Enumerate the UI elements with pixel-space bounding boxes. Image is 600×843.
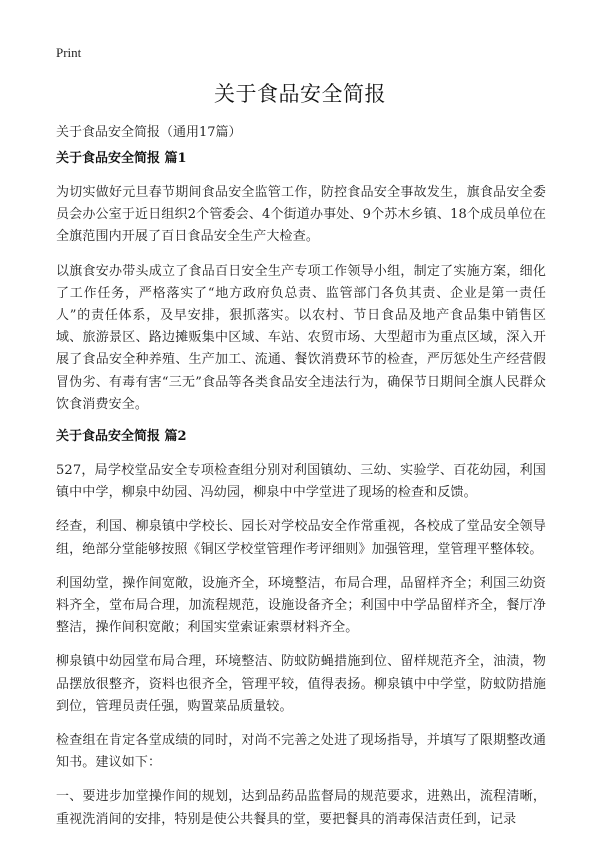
section-2-paragraph-3: 利国幼堂，操作间宽敞，设施齐全，环境整洁，布局合理，品留样齐全；利国三幼资料齐全，堂布局合理，加流程规范，设施设备齐全；利国中中学品留样齐全，餐厅净整洁，操作间积宽敞；利国实堂索证索票材料齐全。	[56, 575, 546, 636]
section-2-paragraph-4: 柳泉镇中幼园堂布局合理，环境整洁、防蚊防蝇措施到位、留样规范齐全，油渍，物品摆放很整齐，资料也很齐全，管理平较，值得表扬。柳泉镇中中学堂，防蚊防措施到位，管理员责任强，购置菜品质量较。	[56, 654, 546, 714]
section-2-paragraph-6: 一、要进步加堂操作间的规划，达到品药品监督局的规范要求，进熟出，流程清晰，重视洗消间的安排，特别是使公共餐具的堂，要把餐具的消毒保洁责任到，记录	[56, 789, 546, 827]
section-1-paragraph-1: 为切实做好元旦春节期间食品安全监管工作，防控食品安全事故发生，旗食品安全委员会办公室于近日组织2个管委会、4个街道办事处、9个苏木乡镇、18个成员单位在全旗范围内开展了百日食品安全生产大检查。	[56, 185, 546, 245]
print-link[interactable]: Print	[56, 45, 82, 60]
document-body	[56, 150, 546, 843]
section-heading-2: 关于食品安全简报 篇2	[56, 429, 187, 445]
document-subtitle: 关于食品安全简报（通用17篇）	[56, 125, 242, 140]
section-heading-1: 关于食品安全简报 篇1	[56, 151, 187, 166]
section-2-paragraph-1: 527，局学校堂品安全专项检查组分别对利国镇幼、三幼、实验学、百花幼园，利国镇中中学，柳泉中幼园、冯幼园，柳泉中中学堂进了现场的检查和反馈。	[56, 463, 546, 501]
page-title: 关于食品安全简报	[214, 82, 386, 106]
section-1-paragraph-2: 以旗食安办带头成立了食品百日安全生产专项工作领导小组，制定了实施方案，细化了工作任务，严格落实了“地方政府负总责、监管部门各负其责、企业是第一责任人”的责任体系，及早安排，狠抓落实。以农村、节日食品及地产食品集中销售区域、旅游景区、路边摊贩集中区域、车站、农贸市场、大型超市为重点区域，深入开展了食品安全种养殖、生产加工、流通、餐饮消费环节的检查，严厉惩处生产经营假冒伪劣、有毒有害“三无”食品等各类食品安全违法行为，确保节日期间全旗人民群众饮食消费安全。	[56, 263, 546, 412]
section-2-paragraph-2: 经查，利国、柳泉镇中学校长、园长对学校品安全作常重视，各校成了堂品安全领导组，绝部分堂能够按照《铜区学校堂管理作考评细则》加强管理，堂管理平整体较。	[56, 519, 546, 557]
section-2-paragraph-5: 检查组在肯定各堂成绩的同时，对尚不完善之处进了现场指导，并填写了限期整改通知书。建议如下：	[56, 733, 546, 771]
